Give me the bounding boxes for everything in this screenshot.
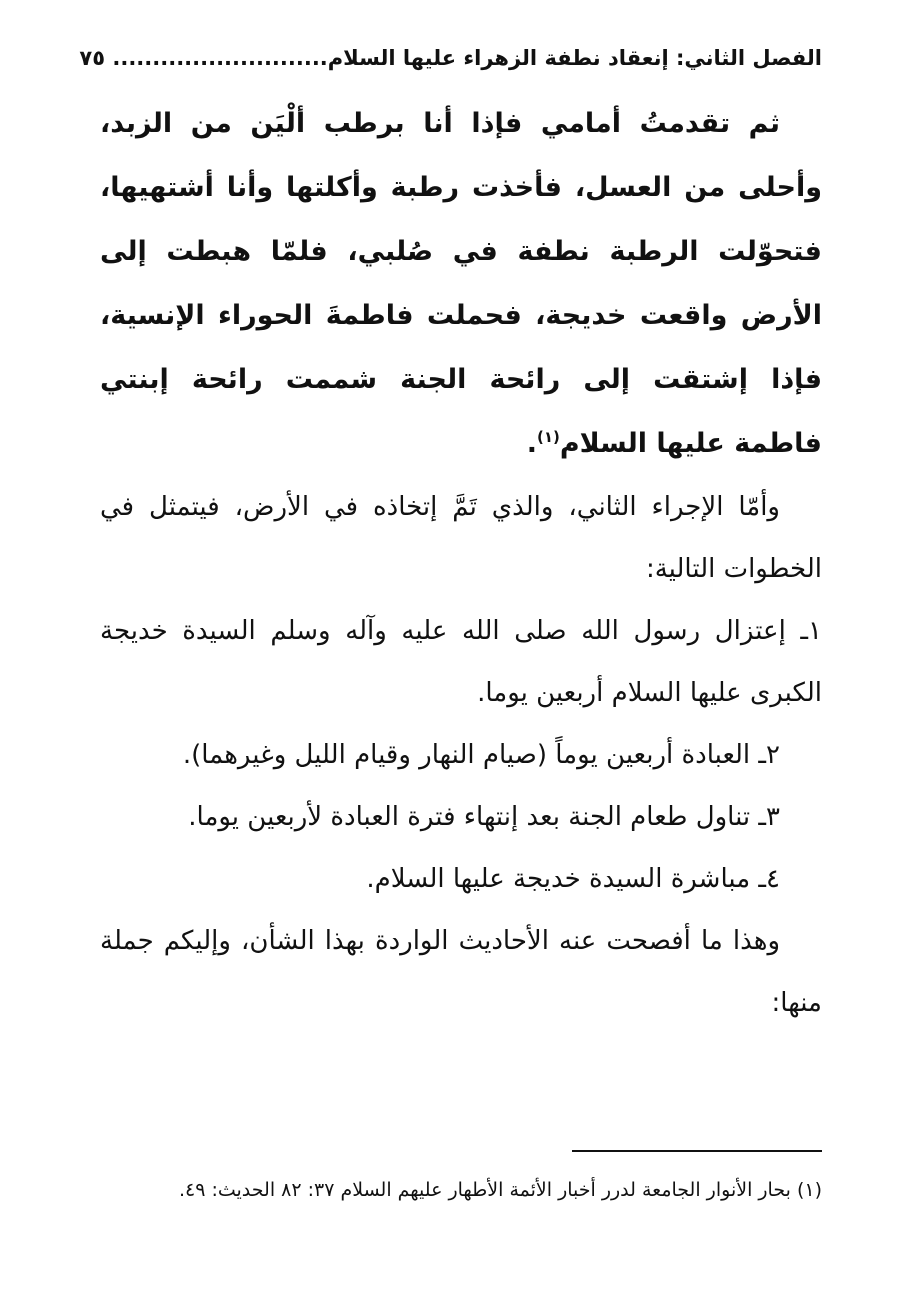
running-header: [79, 38, 822, 78]
footnote-marker[interactable]: (١): [536, 428, 560, 446]
footnote-divider: [572, 1150, 822, 1152]
footnote: (١) بحار الأنوار الجامعة لدرر أخبار الأئمة الأطهار عليهم السلام ٣٧: ٨٢ الحديث: ٤٩.: [178, 1179, 822, 1201]
quote-end-period: .: [526, 428, 537, 459]
closing-paragraph: وهذا ما أفصحت عنه الأحاديث الواردة بهذا الشأن، وإليكم جملة منها:: [100, 926, 822, 1018]
second-procedure-paragraph: وأمّا الإجراء الثاني، والذي تَمَّ إتخاذه في الأرض، فيتمثل في الخطوات التالية:: [100, 492, 822, 584]
list-item: ٣ـ تناول طعام الجنة بعد إنتهاء فترة العبادة لأربعين يوما.: [188, 802, 780, 832]
hadith-quote-text: ثم تقدمتُ أمامي فإذا أنا برطب ألْيَن من الزبد، وأحلى من العسل، فأخذت رطبة وأكلتها وأنا أشتهيها، فتحوّلت الرطبة نطفة في صُلبي، فلمّا هبطت إلى الأرض واقعت خديجة، فحملت فاطمةَ الحوراء الإنسية، فإذا إشتقت إلى رائحة الجنة شممت رائحة إبنتي فاطمة عليها السلام: [100, 108, 822, 459]
hadith-quote-paragraph: [100, 92, 822, 476]
chapter-title: الفصل الثاني: إنعقاد نطفة الزهراء عليها السلام: [327, 46, 822, 70]
header-dot-leader: ...........................: [112, 46, 328, 70]
list-item: ٢ـ العبادة أربعين يوماً (صيام النهار وقيام الليل وغيرهما).: [182, 740, 780, 770]
page-number: ٧٥: [79, 46, 106, 70]
list-item: ٤ـ مباشرة السيدة خديجة عليها السلام.: [366, 864, 780, 894]
list-item: ١ـ إعتزال رسول الله صلى الله عليه وآله وسلم السيدة خديجة الكبرى عليها السلام أربعين يوما.: [100, 616, 822, 708]
main-text: [100, 92, 822, 1034]
